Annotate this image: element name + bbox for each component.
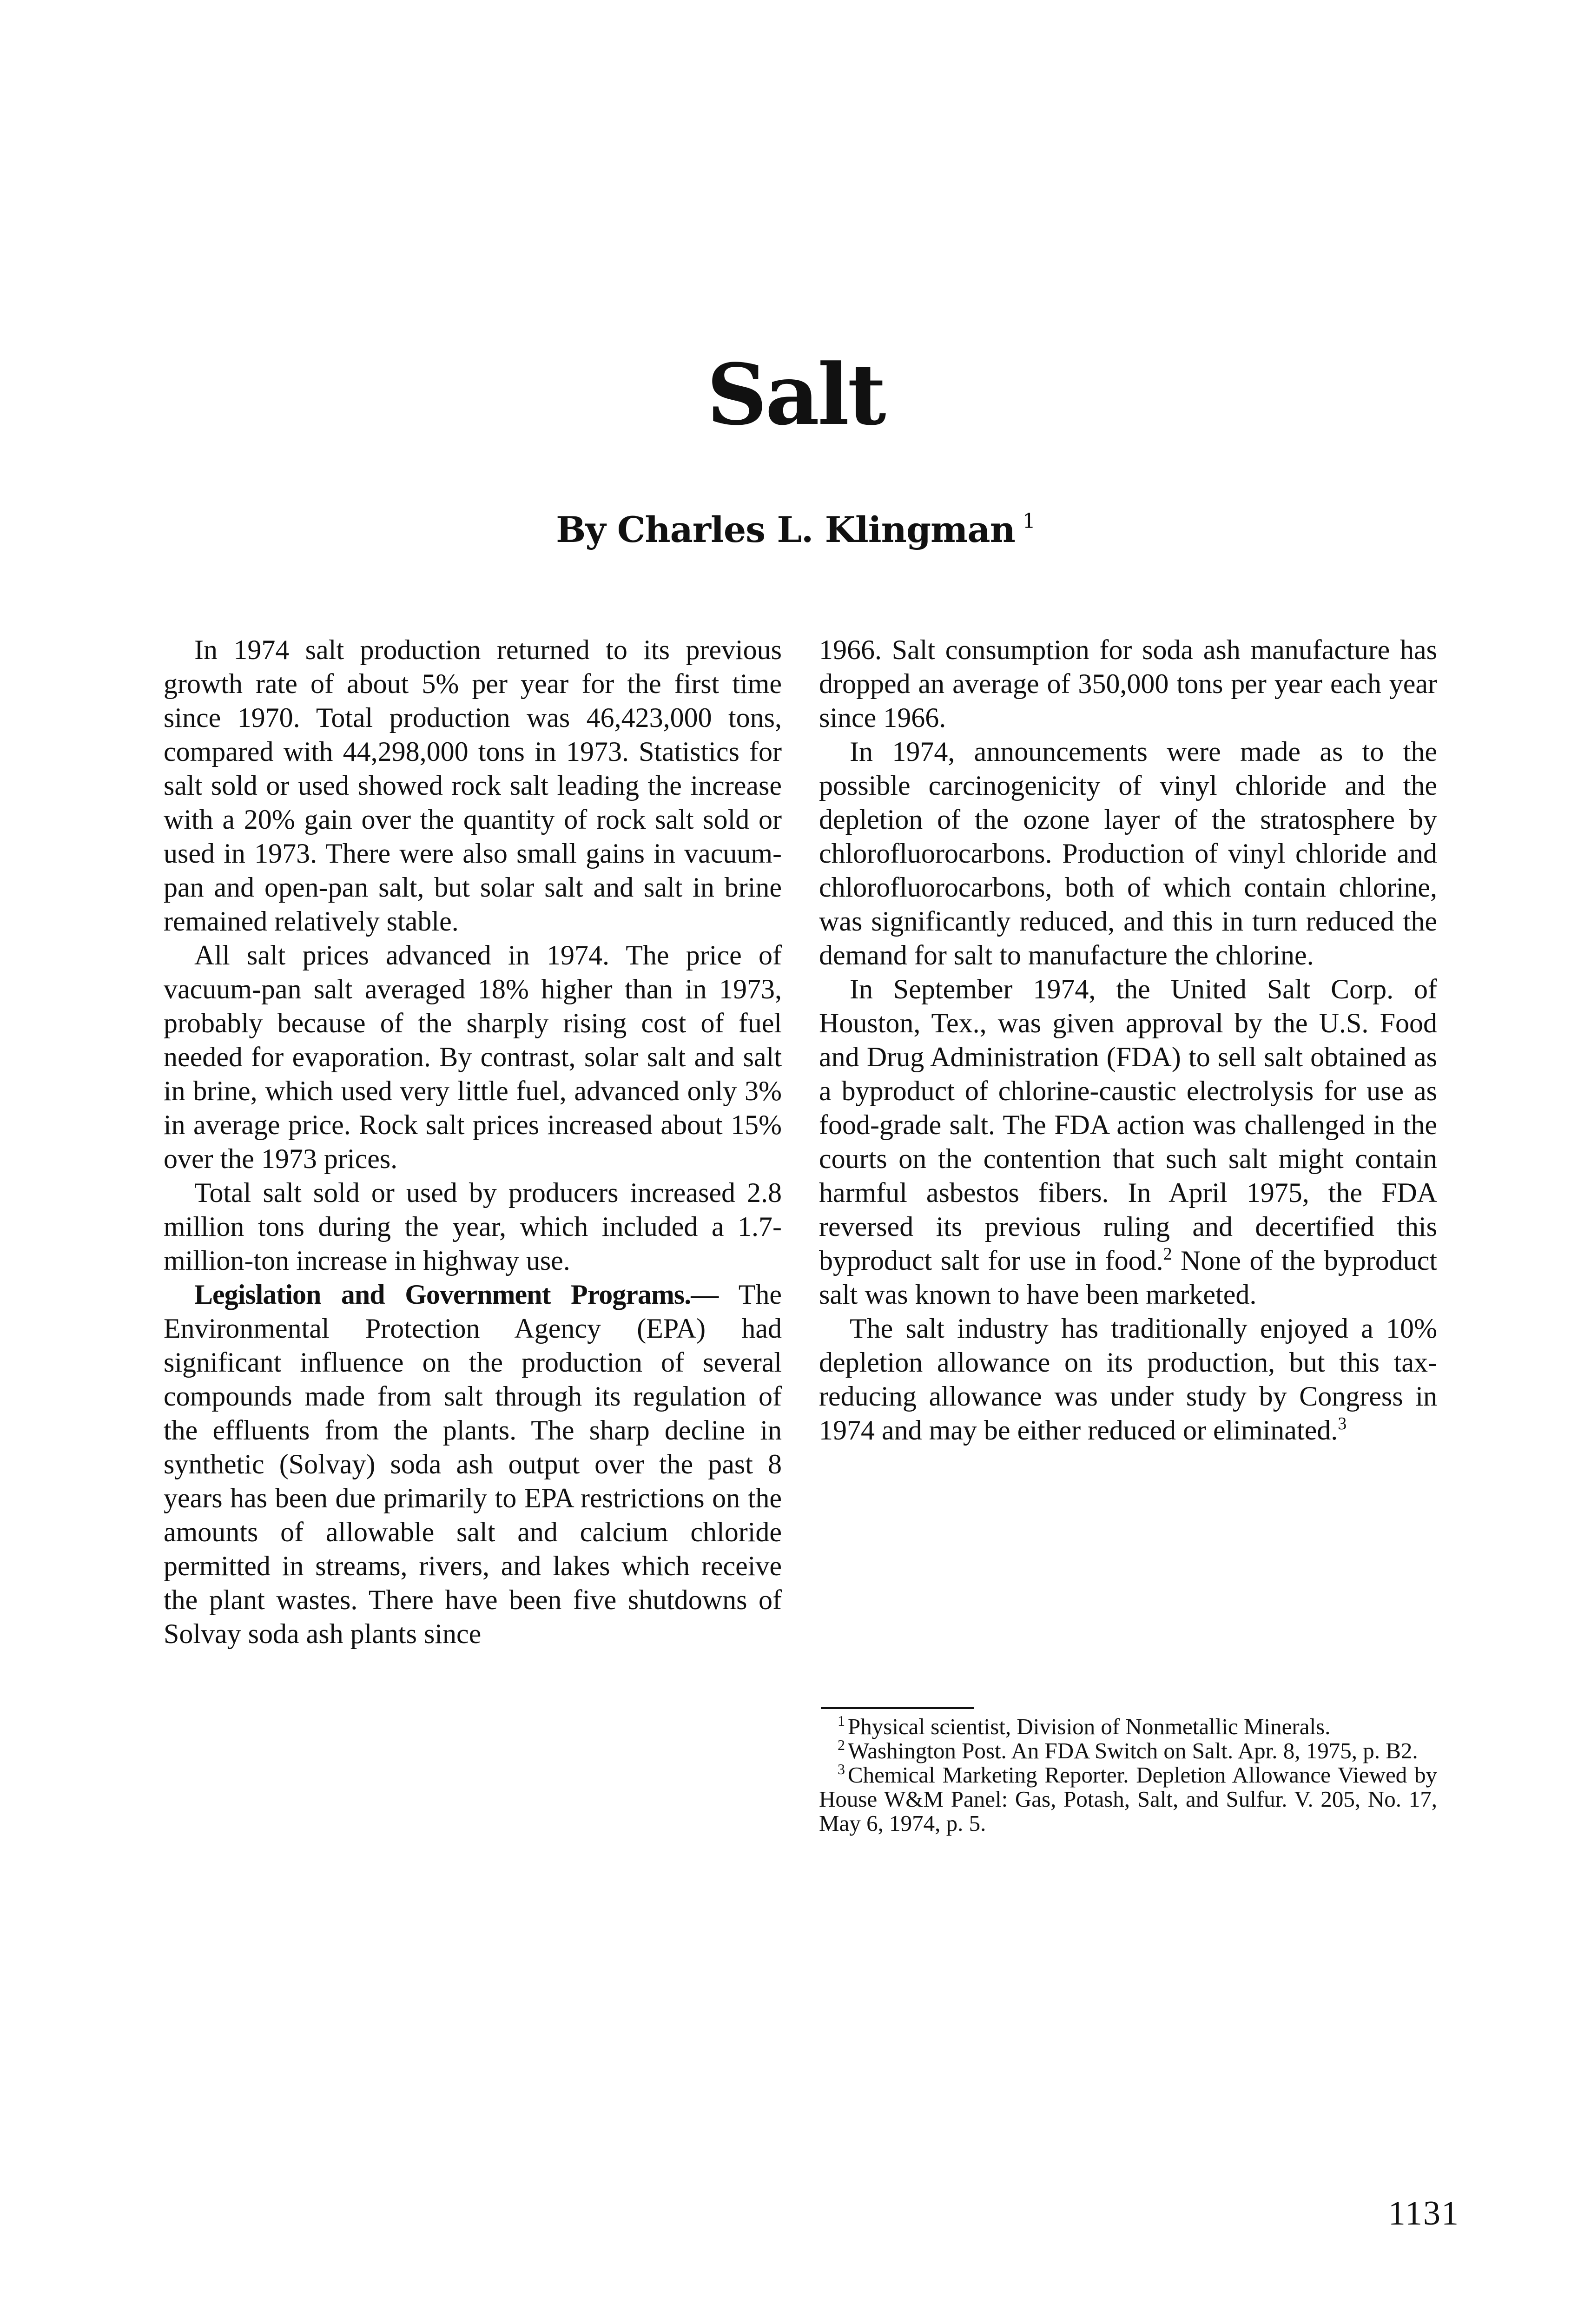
page-title: Salt [706, 346, 885, 444]
paragraph-legislation [164, 1278, 782, 1651]
paragraph-total-sold: Total salt sold or used by producers increased 2.8 million tons during the year, which included a 1.7-million-ton increase in highway use. [164, 1177, 782, 1276]
footnote-divider [821, 1707, 974, 1709]
footnote-1 [819, 1712, 1437, 1739]
paragraph-fda-text: In September 1974, the United Salt Corp. of Houston, Tex., was given approval by the U.S. Food and Drug Administration (FDA) to sell salt obtained as a byproduct of chlorine-caustic electrolysis for use as food-grade salt. The FDA action was challenged in the courts on the contention that such salt might contain harmful asbestos fibers. In April 1975, the FDA reversed its previous ruling and decertified this byproduct salt for use in food. [819, 974, 1437, 1276]
paragraph-depletion-text: The salt industry has traditionally enjoyed a 10% depletion allowance on its production, but this tax-reducing allowance was under study by Congress in 1974 and may be either reduced or eliminated. [819, 1313, 1437, 1446]
section-heading-legislation: Legislation and Government Programs.— [194, 1279, 719, 1310]
footnote-ref-1: 1 [1022, 509, 1035, 533]
paragraph-production: In 1974 salt production returned to its previous growth rate of about 5% per year for the first time since 1970. Total production was 46,423,000 tons, compared with 44,298,000 tons in 1973. Statistics for salt sold or used showed rock salt leading the increase with a 20% gain over the quantity of rock salt sold or used in 1973. There were also small gains in vacuum-pan and open-pan salt, but solar salt and salt in brine remained relatively stable. [164, 634, 782, 937]
right-column [819, 633, 1437, 1447]
paragraph-fda-tail: None of the byproduct salt was known to have been marketed. [819, 1245, 1437, 1310]
footnote-text: Chemical Marketing Reporter. Depletion Allowance Viewed by House W&M Panel: Gas, Potash, Salt, and Sulfur. V. 205, No. 17, May 6, 1974, p. 5. [819, 1762, 1437, 1836]
left-column [164, 633, 782, 1651]
page-number: 1131 [1388, 2194, 1459, 2232]
paragraph-fda [819, 972, 1437, 1312]
footnote-2 [819, 1736, 1437, 1763]
paragraph-prices: All salt prices advanced in 1974. The price of vacuum-pan salt averaged 18% higher than in 1973, probably because of the sharply rising cost of fuel needed for evaporation. By contrast, solar salt and salt in brine, which used very little fuel, advanced only 3% in average price. Rock salt prices increased about 15% over the 1973 prices. [164, 940, 782, 1174]
footnote-text: Washington Post. An FDA Switch on Salt. Apr. 8, 1975, p. B2. [848, 1738, 1418, 1763]
paragraph-legislation-text: The Environmental Protection Agency (EPA) had significant influence on the production of several compounds made from salt through its regulation of the effluents from the plants. The sharp decline in synthetic (Solvay) soda ash output over the past 8 years has been due primarily to EPA restrictions on the amounts of allowable salt and calcium chloride permitted in streams, rivers, and lakes which receive the plant wastes. There have been five shutdowns of Solvay soda ash plants since [164, 1279, 782, 1649]
footnote-3 [819, 1763, 1437, 1835]
paragraph-soda-ash: 1966. Salt consumption for soda ash manufacture has dropped an average of 350,000 tons per year each year since 1966. [819, 634, 1437, 733]
paragraph-vinyl-chloride: In 1974, announcements were made as to the possible carcinogenicity of vinyl chloride and the depletion of the ozone layer of the stratosphere by chlorofluorocarbons. Production of vinyl chloride and chlorofluorocarbons, both of which contain chlorine, was significantly reduced, and this in turn reduced the demand for salt to manufacture the chlorine. [819, 736, 1437, 971]
footnote-marker: 3 [838, 1761, 845, 1777]
footnote-marker: 1 [838, 1712, 845, 1729]
author-name: By Charles L. Klingman [556, 509, 1015, 550]
footnote-ref-2: 2 [1163, 1244, 1172, 1264]
paragraph-depletion [819, 1312, 1437, 1447]
byline [0, 511, 1591, 548]
footnote-ref-3: 3 [1338, 1414, 1347, 1433]
footnote-marker: 2 [838, 1736, 845, 1753]
footnote-text: Physical scientist, Division of Nonmetallic Minerals. [848, 1714, 1331, 1739]
footnotes [819, 1707, 1437, 1835]
